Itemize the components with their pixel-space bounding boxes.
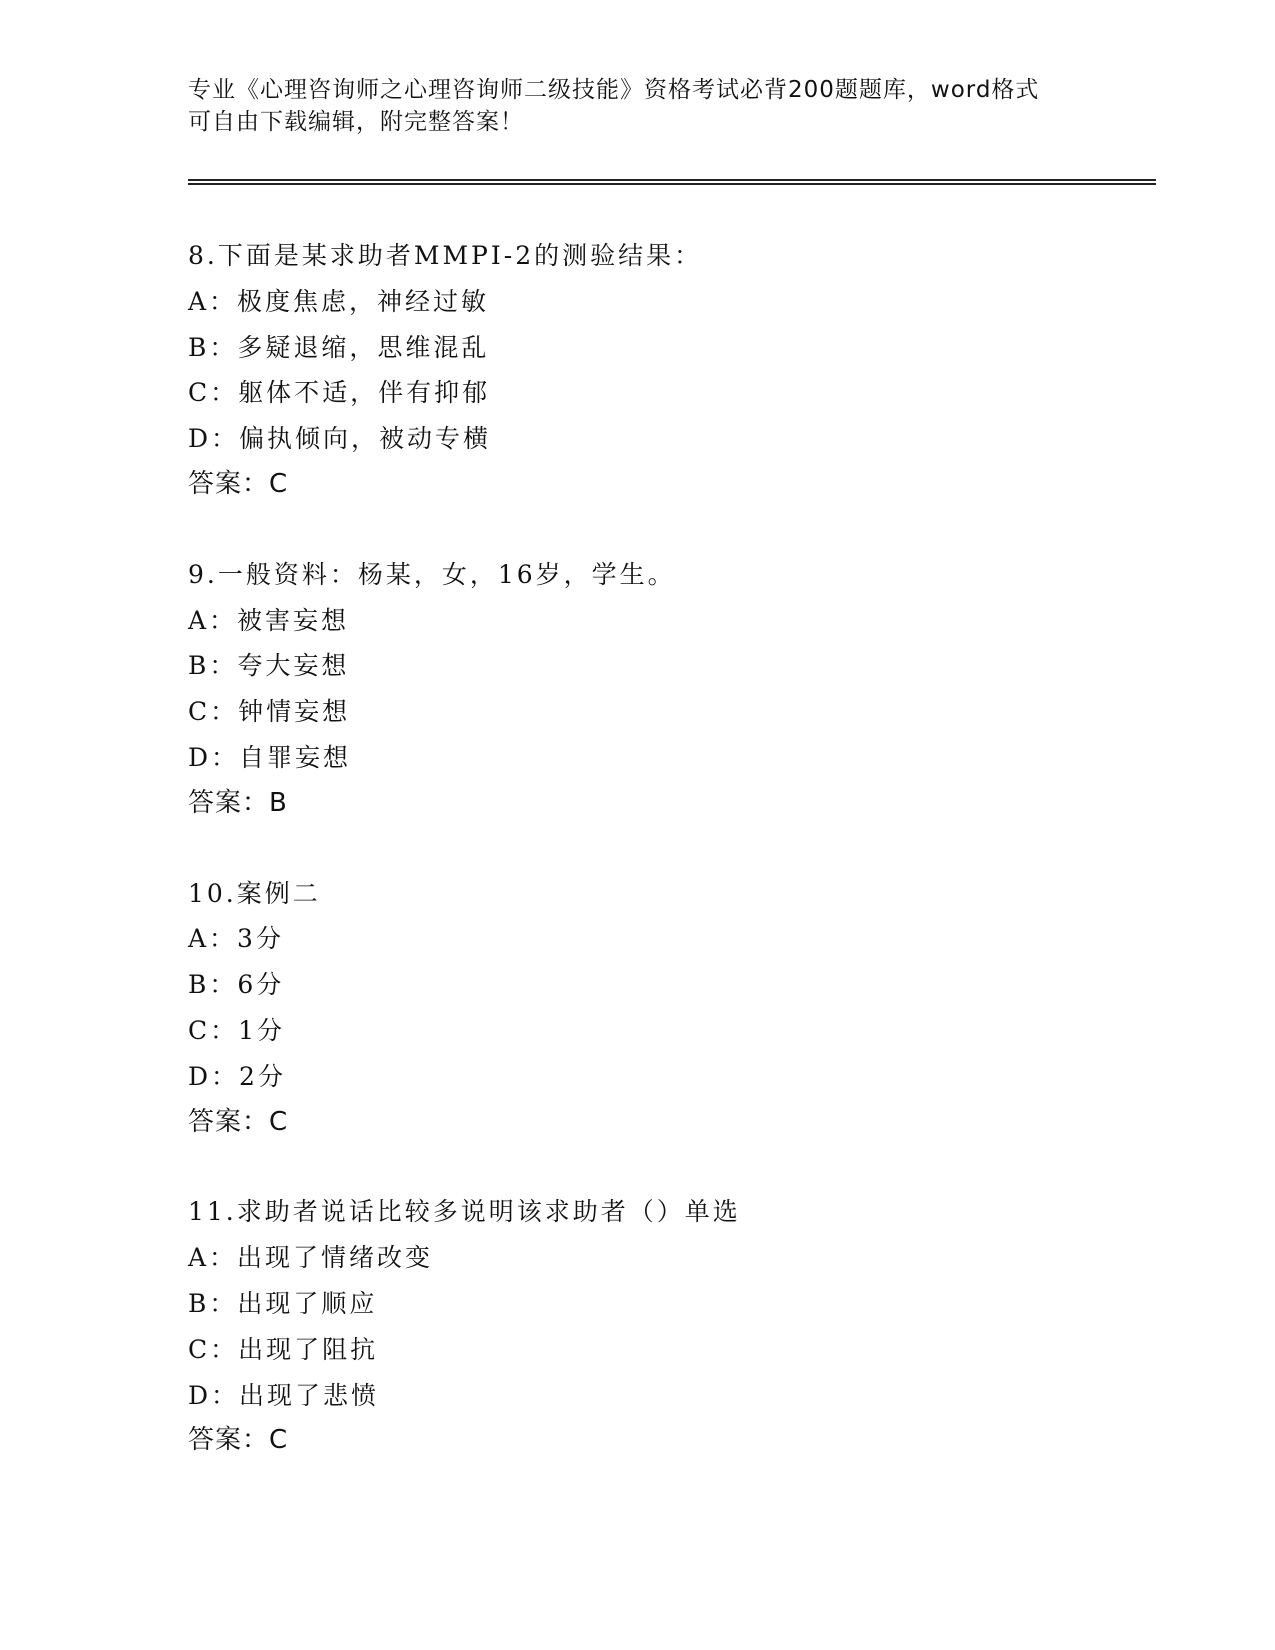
- question-list: [188, 233, 1088, 1508]
- option-d: D：2分: [188, 1061, 286, 1091]
- option-d: D：自罪妄想: [188, 742, 352, 772]
- option-b: B：出现了顺应: [188, 1288, 378, 1318]
- header-divider-bottom: [188, 183, 1156, 185]
- question-stem: 11.求助者说话比较多说明该求助者（）单选: [188, 1197, 741, 1227]
- option-b: B：6分: [188, 970, 285, 1000]
- question-stem: 10.案例二: [188, 878, 321, 908]
- answer: 答案：B: [188, 787, 288, 818]
- option-c: C：1分: [188, 1015, 286, 1045]
- header-divider-top: [188, 179, 1156, 181]
- option-a: A：3分: [188, 924, 284, 954]
- question-stem: 8.下面是某求助者MMPI-2的测验结果：: [188, 241, 703, 270]
- option-c: C：钟情妄想: [188, 697, 351, 727]
- option-d: D：出现了悲愤: [188, 1380, 380, 1410]
- answer: 答案：C: [188, 1106, 289, 1137]
- document-header: [188, 74, 1088, 138]
- answer: 答案：C: [188, 468, 289, 499]
- question-8: [188, 233, 1088, 508]
- question-stem: 9.一般资料：杨某，女，16岁，学生。: [188, 559, 676, 589]
- option-d: D：偏执倾向，被动专横: [188, 424, 492, 454]
- option-c: C：躯体不适，伴有抑郁: [188, 378, 491, 408]
- question-11: [188, 1189, 1088, 1464]
- option-a: A：出现了情绪改变: [188, 1243, 434, 1273]
- option-b: B：夸大妄想: [188, 651, 350, 681]
- option-b: B：多疑退缩，思维混乱: [188, 332, 490, 362]
- option-c: C：出现了阻抗: [188, 1334, 379, 1364]
- header-title-line-1: 专业《心理咨询师之心理咨询师二级技能》资格考试必背200题题库，word格式: [188, 77, 1040, 103]
- question-10: [188, 871, 1088, 1146]
- header-title-line-2: 可自由下载编辑，附完整答案！: [188, 109, 524, 135]
- answer: 答案：C: [188, 1425, 289, 1456]
- question-9: [188, 552, 1088, 827]
- option-a: A：被害妄想: [188, 605, 350, 635]
- option-a: A：极度焦虑，神经过敏: [188, 286, 490, 316]
